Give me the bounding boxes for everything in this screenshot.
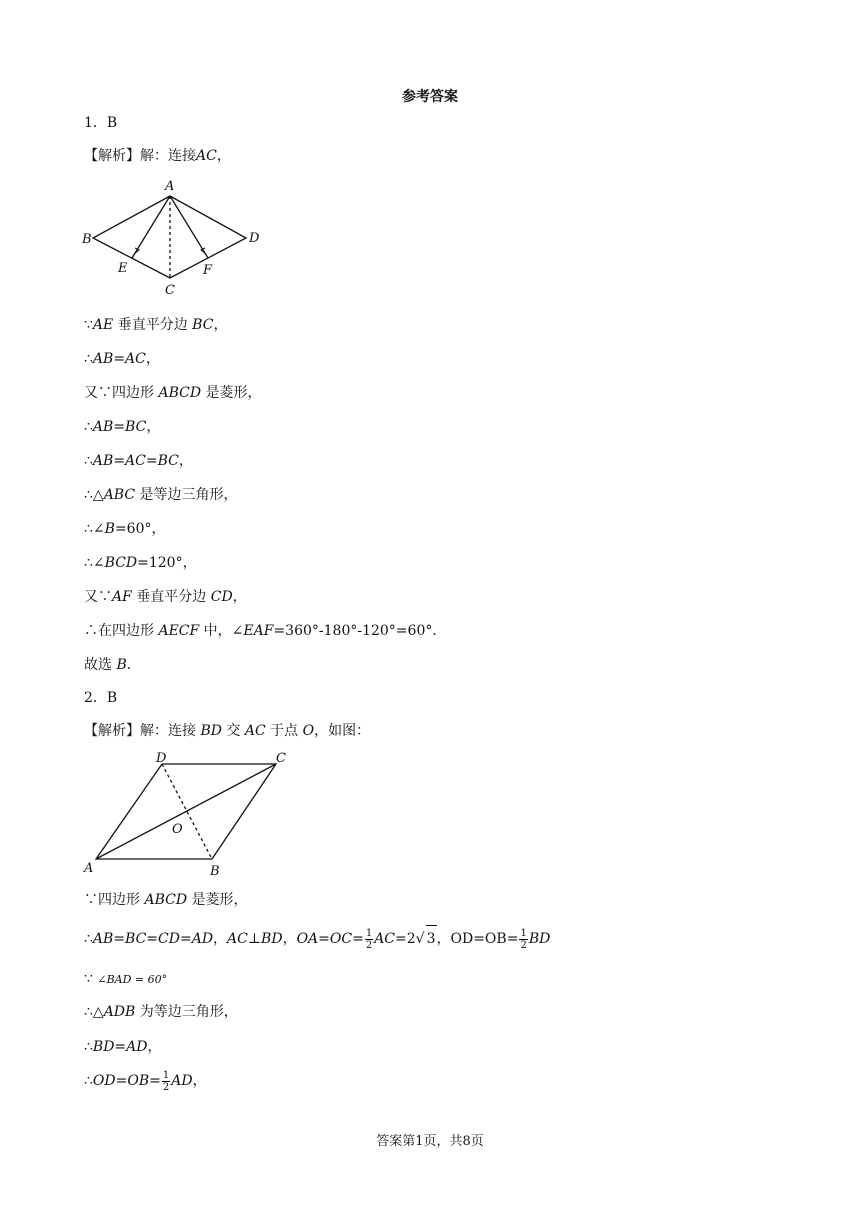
q2-step-6-frac [162, 1070, 170, 1093]
q1-analysis-tail: ， [216, 148, 231, 164]
q2-step-2-pre: ∴ [84, 931, 93, 947]
q1-step-6-pre: ∴△ [84, 487, 104, 503]
q2-label-b: B [210, 864, 220, 878]
q1-step-5-post: ， [178, 453, 193, 469]
q1-step-7-pre: ∴∠ [84, 521, 105, 537]
q2-label-o: O [172, 822, 183, 837]
q2-label-d: D [156, 751, 167, 766]
q1-step-9-v2: CD [210, 589, 233, 605]
q1-step-3-pre: 又∵四边形 [84, 385, 159, 401]
q1-label-c: C [165, 283, 175, 298]
page-footer: 答案第1页，共8页 [376, 1134, 484, 1149]
q1-step-6 [84, 486, 238, 504]
q2-step-6-v: OD=OB [92, 1073, 150, 1089]
q2-step-1-var: ABCD [144, 892, 188, 908]
q2-step-2-sqrt-sign: √ [415, 931, 425, 947]
q2-step-1-post: 是菱形， [187, 892, 248, 908]
q1-step-3-v1: ABCD [158, 385, 202, 401]
q2-step-2-eq3: =2 [395, 931, 416, 947]
q2-label-c: C [276, 751, 286, 766]
q2-step-2-frac-den: 2 [365, 939, 373, 951]
q1-step-2-v1: AB=AC [92, 351, 146, 367]
q2-number: 2．B [84, 690, 118, 706]
q1-step-10-pre: ∴在四边形 [84, 623, 159, 639]
q1-rhombus-figure [78, 176, 278, 300]
q2-analysis-tag: 【解析】 [84, 723, 140, 739]
q1-step-1-post: ， [213, 317, 228, 333]
q2-step-2-frac [365, 928, 373, 951]
q1-step-9-post: ， [232, 589, 247, 605]
q1-step-2 [84, 350, 160, 368]
q1-step-1-v1: AE [92, 317, 114, 333]
q2-text-yudian: 于点 [265, 723, 303, 739]
q2-step-5-pre: ∴ [84, 1039, 93, 1055]
q2-step-2-frac-num: 1 [365, 927, 373, 939]
q2-step-2-sep2: ， [282, 931, 297, 947]
q1-step-8-mid: =120°， [137, 555, 197, 571]
q1-step-5-pre: ∴ [84, 453, 93, 469]
q1-step-10-v2: EAF [243, 623, 274, 639]
q2-rhombus-figure [80, 748, 300, 878]
q2-step-4-pre: ∴△ [84, 1004, 104, 1020]
q2-step-2-perp: AC⊥BD [227, 931, 283, 947]
q1-step-8 [84, 554, 197, 572]
q1-step-10-post: =360°-180°-120°=60°. [273, 623, 437, 639]
q1-step-4-v1: AB=BC [92, 419, 147, 435]
q1-step-11 [84, 656, 131, 674]
q2-step-2 [84, 925, 550, 952]
q2-step-5-v: BD=AD [92, 1039, 148, 1055]
q2-text-rutu: ，如图： [314, 723, 371, 739]
q2-step-6-frac-num: 1 [162, 1069, 170, 1081]
q2-step-6-post: ， [192, 1073, 207, 1089]
q2-label-a: A [84, 861, 94, 876]
q2-step-4-v: ADB [103, 1004, 136, 1020]
q1-step-10 [84, 622, 437, 640]
q1-step-1-pre: ∵ [84, 317, 93, 333]
q1-label-d: D [249, 231, 260, 246]
q2-step-2-sep1: ， [213, 931, 228, 947]
q2-step-2-frac2 [519, 928, 527, 951]
q2-step-2-eq2: OA=OC= [296, 931, 364, 947]
q2-step-2-od: OD=OB= [450, 931, 519, 947]
q1-step-10-mid: 中，∠ [199, 623, 244, 639]
q1-step-11-pre: 故选 [84, 657, 117, 673]
q1-analysis-tag: 【解析】 [84, 148, 140, 164]
q1-step-8-pre: ∴∠ [84, 555, 105, 571]
q1-step-9-mid: 垂直平分边 [131, 589, 211, 605]
q2-var-bd: BD [200, 723, 222, 739]
q1-step-1 [84, 316, 227, 334]
q1-step-1-v2: BC [192, 317, 214, 333]
q1-step-4-post: ， [146, 419, 161, 435]
q1-analysis-var: AC [196, 148, 217, 164]
q2-analysis-intro: 解：连接 [140, 723, 201, 739]
q2-step-2-ac: AC [374, 931, 396, 947]
q1-step-7 [84, 520, 165, 538]
q2-step-6-eq: = [149, 1073, 161, 1089]
q2-var-o: O [302, 723, 315, 739]
q1-step-1-mid: 垂直平分边 [113, 317, 193, 333]
q1-step-7-v1: B [104, 521, 115, 537]
q1-label-e: E [118, 261, 128, 276]
q2-step-2-bd: BD [528, 931, 551, 947]
q2-step-2-sep3: ， [436, 931, 451, 947]
q2-step-3-pre: ∵ [84, 971, 98, 987]
q1-step-4 [84, 418, 160, 436]
q1-analysis-intro: 解：连接 [140, 148, 196, 164]
q1-step-6-v1: ABC [103, 487, 136, 503]
q1-step-5 [84, 452, 193, 470]
q1-label-a: A [165, 179, 175, 194]
q1-step-3-mid: 是菱形， [201, 385, 262, 401]
q1-step-9-v1: AF [112, 589, 132, 605]
q2-step-2-eq1: AB=BC=CD=AD [92, 931, 214, 947]
q2-analysis-line [84, 722, 370, 740]
q1-number: 1．B [84, 115, 118, 131]
q2-step-5-post: ， [147, 1039, 162, 1055]
q1-step-6-mid: 是等边三角形， [135, 487, 238, 503]
q1-step-10-v1: AECF [158, 623, 200, 639]
q2-text-jiao: 交 [221, 723, 245, 739]
q2-step-6 [84, 1068, 207, 1094]
q2-step-3-expr: ∠BAD = 60° [97, 973, 168, 986]
q1-step-5-v1: AB=AC=BC [92, 453, 179, 469]
q1-step-11-mid: . [126, 657, 132, 673]
q2-step-4 [84, 1003, 238, 1021]
q2-var-ac: AC [244, 723, 266, 739]
q1-label-f: F [203, 263, 213, 278]
q2-step-6-pre: ∴ [84, 1073, 93, 1089]
q2-step-1 [84, 891, 248, 909]
q2-step-1-pre: ∵四边形 [84, 892, 145, 908]
q1-step-7-mid: =60°， [114, 521, 166, 537]
q1-step-11-v1: B [116, 657, 127, 673]
q2-step-5 [84, 1038, 162, 1056]
q2-step-3 [84, 970, 167, 989]
q2-step-4-post: 为等边三角形， [135, 1004, 238, 1020]
q1-label-b: B [82, 232, 92, 247]
q2-step-2-frac2-num: 1 [520, 927, 527, 939]
q1-step-9 [84, 588, 247, 606]
q2-step-2-sqrt: 3 [426, 925, 437, 952]
q1-step-2-pre: ∴ [84, 351, 93, 367]
page-title: 参考答案 [402, 89, 458, 105]
q1-step-2-post: ， [145, 351, 160, 367]
q1-analysis-line [84, 147, 231, 165]
q2-step-6-frac-den: 2 [162, 1081, 170, 1093]
q2-step-2-frac2-den: 2 [520, 939, 527, 951]
q1-step-4-pre: ∴ [84, 419, 93, 435]
q1-step-3 [84, 384, 262, 402]
q2-step-6-ad: AD [171, 1073, 193, 1089]
q1-step-8-v1: BCD [104, 555, 138, 571]
q1-step-9-pre: 又∵ [84, 589, 112, 605]
